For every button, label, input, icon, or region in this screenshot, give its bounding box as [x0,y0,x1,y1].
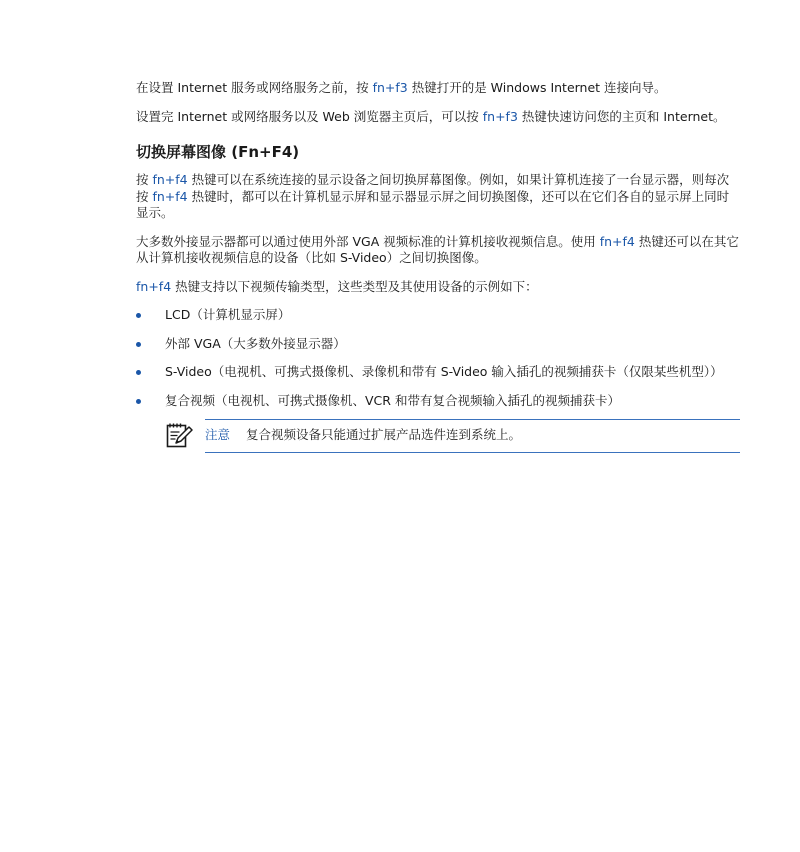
text-segment: 热键打开的是 Windows Internet 连接向导。 [407,80,667,95]
section-heading: 切换屏幕图像 (Fn+F4) [136,143,300,161]
text-segment: 设置完 Internet 或网络服务以及 Web 浏览器主页后，可以按 [136,108,483,124]
hotkey-fn-f4: fn+f4 [152,172,188,187]
paragraph-homepage [136,109,740,126]
list-item-text: 外部 VGA（大多数外接显示器） [165,335,346,351]
text-segment: 热键快速访问您的主页和 Internet。 [517,108,726,124]
list-item-text: S-Video（电视机、可携式摄像机、录像机和带有 S-Video 输入插孔的视频捕获卡（仅限某些机型）） [165,364,723,379]
list-item [136,393,740,410]
list-item [136,307,740,324]
paragraph-internet-wizard [136,80,740,97]
text-segment: 按 [136,172,153,187]
text-segment: 大多数外接显示器都可以通过使用外部 VGA 视频标准的计算机接收视频信息。使用 [136,233,600,249]
list-item-text: 复合视频（电视机、可携式摄像机、VCR 和带有复合视频输入插孔的视频捕获卡） [165,392,620,408]
bullet-icon [136,342,141,347]
hotkey-fn-f3: fn+f3 [372,80,408,95]
text-segment: 热键还可以在其它从计算机接收视频信息的设备（比如 S-Video）之间切换图像。 [136,233,739,265]
document-page [136,80,740,459]
bullet-icon [136,313,141,318]
paragraph-switch-image [136,172,740,222]
note-text: 复合视频设备只能通过扩展产品选件连到系统上。 [246,427,522,442]
bullet-icon [136,399,141,404]
hotkey-fn-f3: fn+f3 [482,108,518,124]
list-item [136,364,740,381]
bullet-icon [136,370,141,375]
list-item [136,336,740,353]
hotkey-fn-f4: fn+f4 [599,233,635,249]
note-block [165,419,740,459]
paragraph-video-types-intro [136,279,740,296]
text-segment: 热键支持以下视频传输类型，这些类型及其使用设备的示例如下： [171,278,538,294]
note-pencil-icon [165,421,193,449]
paragraph-external-vga [136,234,740,267]
text-segment: 热键可以在系统连接的显示设备之间切换屏幕图像。例如，如果计算机连接了一台显示器，则每次按 [136,172,730,204]
list-item-text: LCD（计算机显示屏） [165,307,291,322]
video-types-list [136,307,740,409]
text-segment: 在设置 Internet 服务或网络服务之前，按 [136,80,373,95]
note-box [205,419,740,453]
note-label: 注意 [205,427,231,442]
text-segment: 热键时，都可以在计算机显示屏和显示器显示屏之间切换图像，还可以在它们各自的显示屏上同时显示。 [136,188,730,220]
hotkey-fn-f4: fn+f4 [136,278,172,294]
hotkey-fn-f4: fn+f4 [152,188,188,204]
